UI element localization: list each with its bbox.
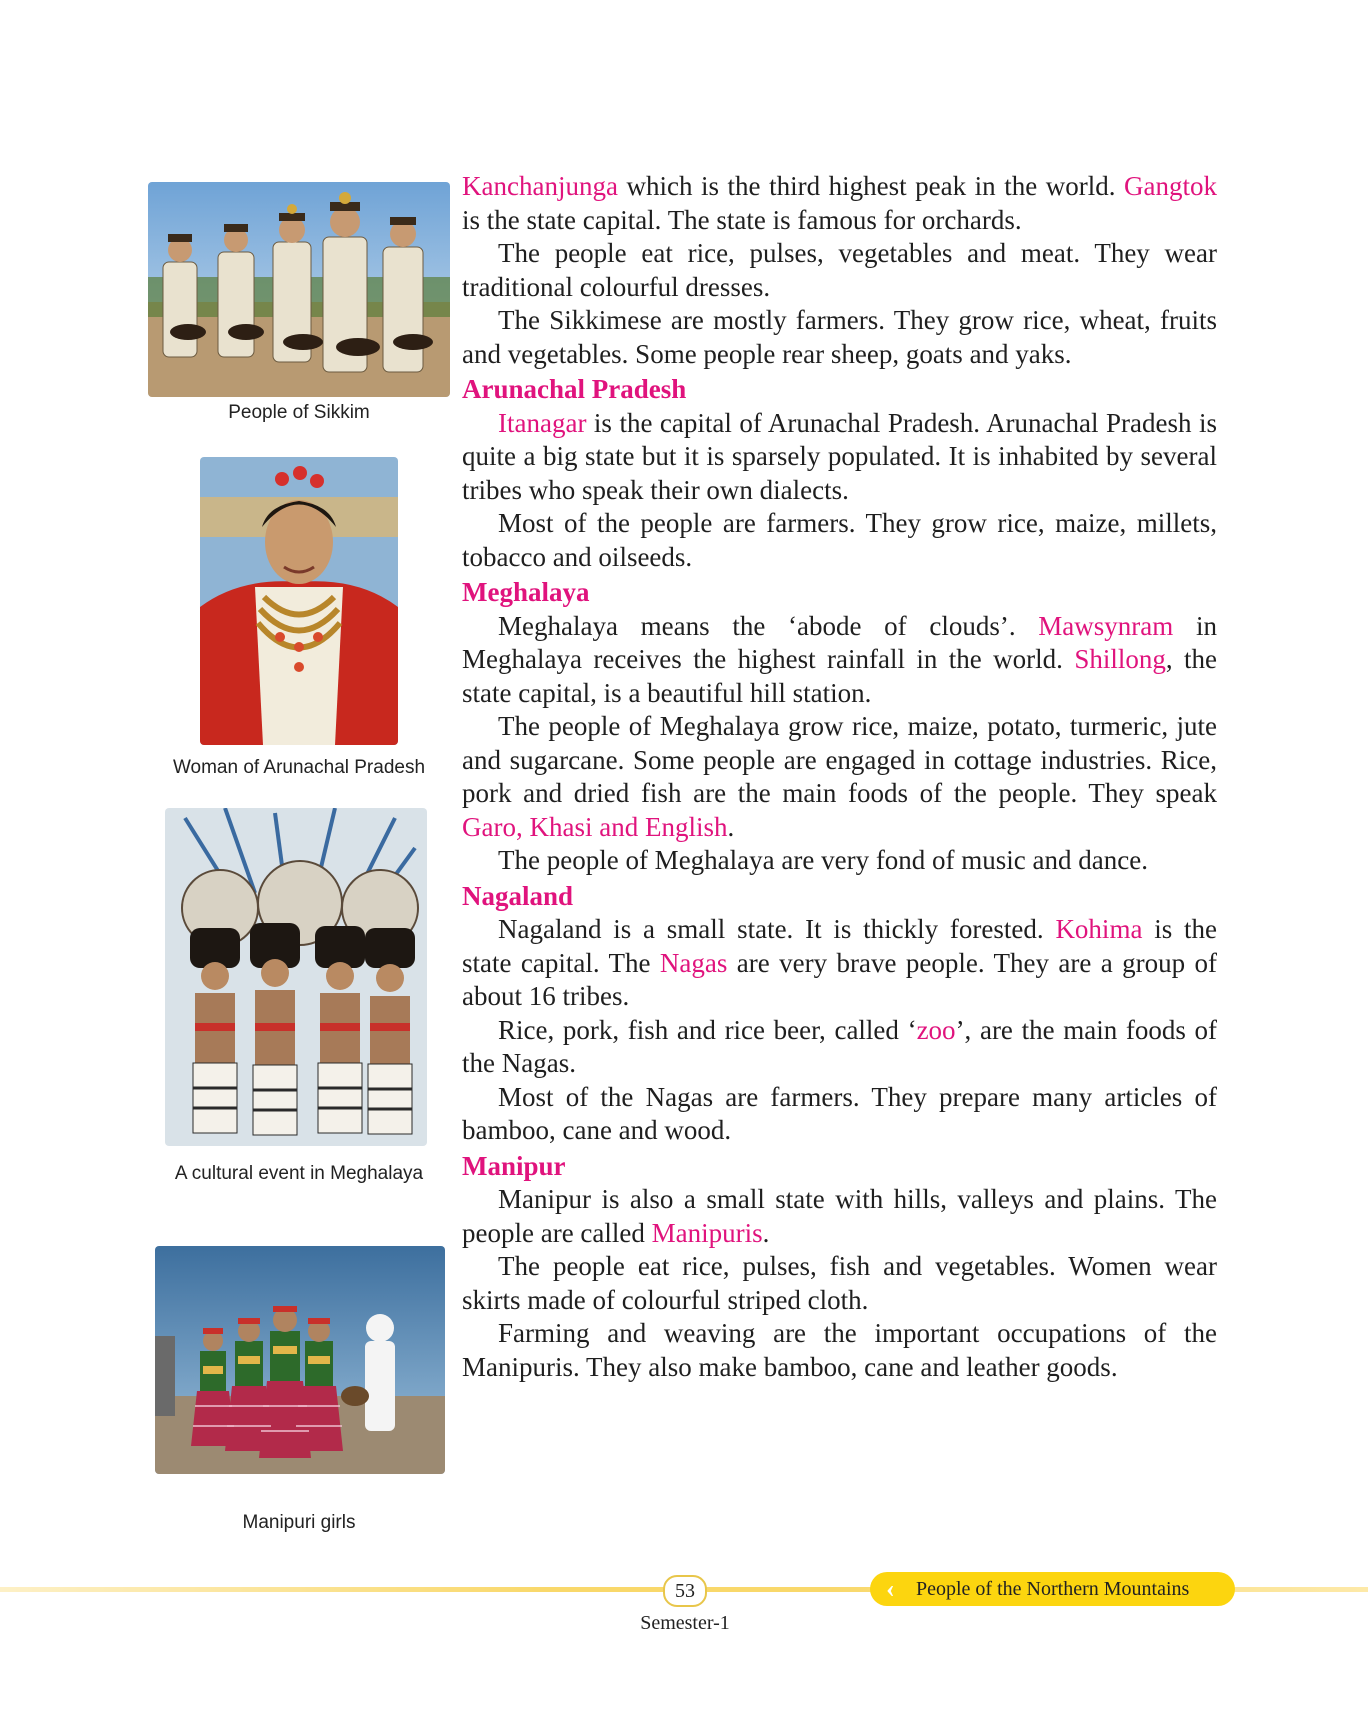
text-run: is the state capital. The	[462, 914, 1217, 978]
arunachal-paragraph-1	[462, 407, 1217, 508]
semester-label: Semester-1	[640, 1612, 730, 1634]
nagaland-paragraph-2	[462, 1014, 1217, 1081]
text-run: .	[762, 1217, 770, 1248]
heading-manipur: Manipur	[462, 1150, 566, 1181]
heading-nagaland: Nagaland	[462, 880, 574, 911]
highlight-kanchanjunga: Kanchanjunga	[462, 171, 618, 201]
arunachal-paragraph-2: Most of the people are farmers. They grow rice, maize, millets, tobacco and oilseeds.	[462, 508, 1217, 572]
sikkim-paragraph-3: The Sikkimese are mostly farmers. They grow rice, wheat, fruits and vegetables. Some people rear sheep, goats and yaks.	[462, 305, 1217, 369]
meghalaya-paragraph-3: The people of Meghalaya are very fond of music and dance.	[498, 845, 1148, 875]
caption-cultural-event-meghalaya: A cultural event in Meghalaya	[174, 1163, 424, 1184]
sikkim-photo-illustration	[148, 182, 450, 397]
text-run: Meghalaya means the ‘abode of clouds’.	[498, 610, 1039, 641]
manipur-paragraph-1	[462, 1183, 1217, 1250]
nagaland-paragraph-3: Most of the Nagas are farmers. They prepare many articles of bamboo, cane and wood.	[462, 1081, 1217, 1145]
meghalaya-photo-illustration	[165, 808, 427, 1146]
manipur-paragraph-2: The people eat rice, pulses, fish and vegetables. Women wear skirts made of colourful striped cloth.	[462, 1251, 1217, 1315]
chapter-title: People of the Northern Mountains	[916, 1578, 1190, 1600]
main-text-column	[462, 170, 1217, 1384]
highlight-kohima: Kohima	[1055, 914, 1143, 944]
text-run: Rice, pork, fish and rice beer, called ‘	[498, 1014, 917, 1045]
highlight-nagas: Nagas	[659, 947, 728, 978]
highlight-gangtok: Gangtok	[1124, 171, 1217, 201]
photo-woman-of-arunachal-pradesh	[200, 457, 398, 745]
photo-manipuri-girls	[155, 1246, 445, 1474]
page-number: 53	[663, 1575, 707, 1607]
nagaland-paragraph-1	[462, 913, 1217, 1014]
text-run: Manipur is also a small state with hills, valleys and plains. The people are called	[462, 1184, 1217, 1248]
highlight-zoo: zoo	[916, 1014, 956, 1045]
highlight-mawsynram: Mawsynram	[1038, 610, 1174, 641]
manipur-paragraph-3: Farming and weaving are the important occupations of the Manipuris. They also make bamboo, cane and leather goods.	[462, 1318, 1217, 1382]
text-run: are very brave people. They are a group of about 16 tribes.	[462, 947, 1217, 1011]
manipur-photo-illustration	[155, 1246, 445, 1474]
meghalaya-paragraph-2	[462, 710, 1217, 844]
meghalaya-paragraph-1	[462, 610, 1217, 711]
highlight-manipuris: Manipuris	[651, 1217, 763, 1248]
sikkim-paragraph-1	[462, 170, 1217, 237]
text-run: is the state capital. The state is famous for orchards.	[462, 204, 1022, 235]
caption-manipuri-girls: Manipuri girls	[242, 1512, 356, 1533]
arunachal-photo-illustration	[200, 457, 398, 745]
text-run: , the state capital, is a beautiful hill station.	[462, 644, 1217, 708]
text-run: Nagaland is a small state. It is thickly forested.	[498, 914, 1056, 944]
highlight-itanagar: Itanagar	[498, 407, 587, 438]
chevron-left-icon: ‹	[886, 1574, 895, 1603]
highlight-shillong: Shillong	[1074, 644, 1166, 674]
text-run: is the capital of Arunachal Pradesh. Arunachal Pradesh is quite a big state but it is sparsely populated. It is inhabited by several tribes who speak their own dialects.	[462, 407, 1217, 505]
text-run: ’, are the main foods of the Nagas.	[462, 1014, 1217, 1078]
highlight-languages: Garo, Khasi and English	[462, 811, 728, 842]
caption-people-of-sikkim: People of Sikkim	[228, 402, 370, 423]
text-run: .	[727, 811, 735, 842]
chapter-tab	[870, 1572, 1235, 1606]
caption-woman-of-arunachal-pradesh: Woman of Arunachal Pradesh	[172, 757, 426, 778]
text-run: which is the third highest peak in the world.	[617, 171, 1125, 201]
photo-people-of-sikkim	[148, 182, 450, 397]
sikkim-paragraph-2: The people eat rice, pulses, vegetables and meat. They wear traditional colourful dresses.	[462, 238, 1217, 302]
text-run: in Meghalaya receives the highest rainfall in the world.	[462, 610, 1217, 674]
photo-cultural-event-meghalaya	[165, 808, 427, 1146]
text-run: The people of Meghalaya grow rice, maize, potato, turmeric, jute and sugarcane. Some people are engaged in cottage industries. Rice, pork and dried fish are the main foods of the people. They speak	[462, 711, 1217, 808]
heading-arunachal-pradesh: Arunachal Pradesh	[462, 374, 687, 404]
heading-meghalaya: Meghalaya	[462, 577, 590, 607]
